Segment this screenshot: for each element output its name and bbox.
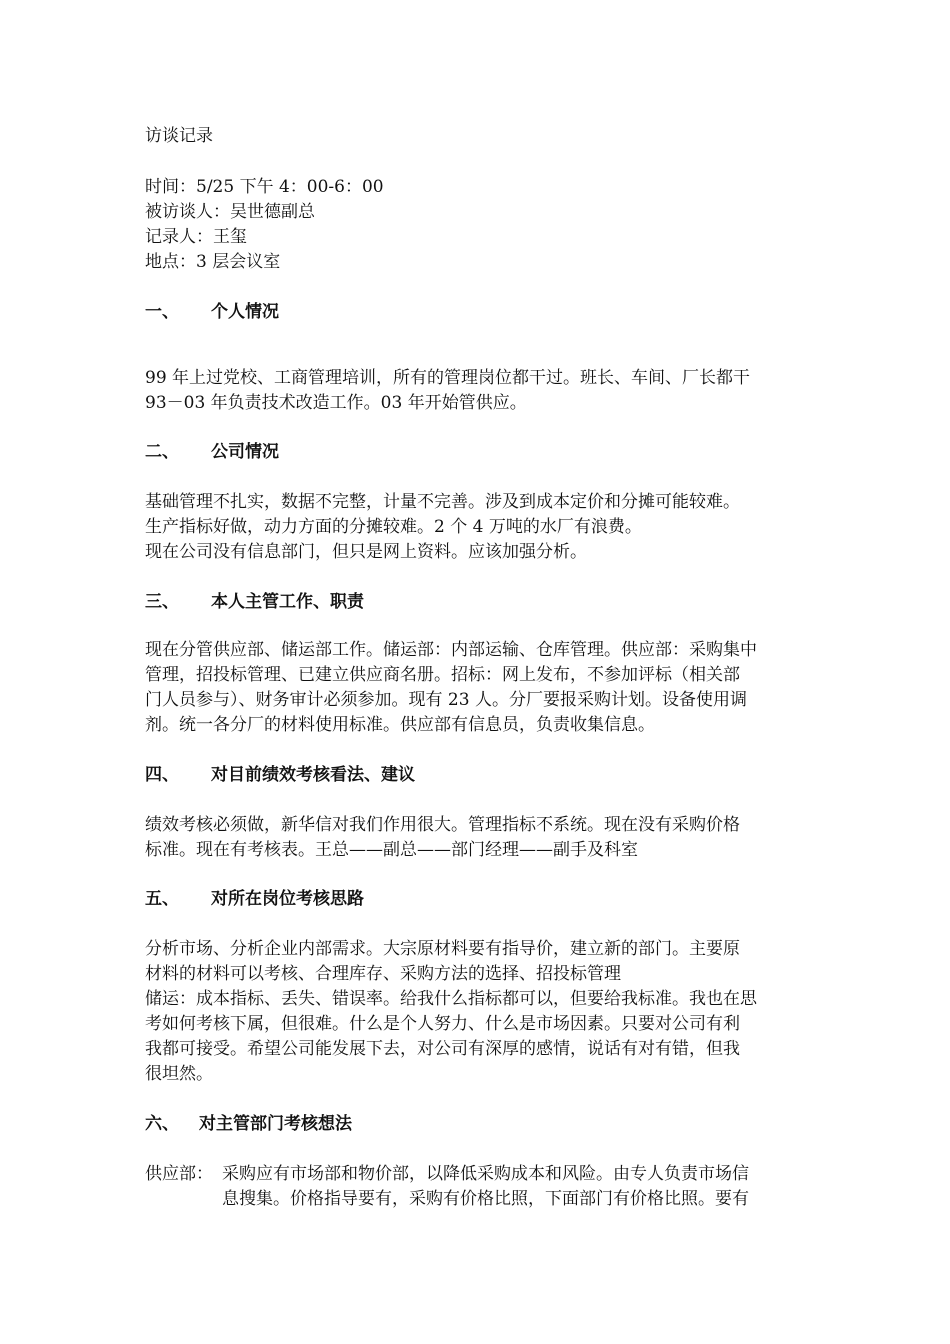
section-2-line-3: 现在公司没有信息部门，但只是网上资料。应该加强分析。 (145, 542, 587, 562)
section-5-line-5: 我都可接受。希望公司能发展下去，对公司有深厚的感情，说话有对有错，但我 (145, 1039, 740, 1059)
document-title: 访谈记录 (145, 126, 213, 146)
section-3-line-2: 管理，招投标管理、已建立供应商名册。招标：网上发布，不参加评标（相关部 (145, 665, 740, 685)
section-1-line-2: 93－03 年负责技术改造工作。03 年开始管供应。 (145, 393, 527, 413)
section-2-title: 公司情况 (211, 442, 279, 462)
section-5-line-4: 考如何考核下属，但很难。什么是个人努力、什么是市场因素。只要对公司有利 (145, 1014, 740, 1034)
section-4-line-1: 绩效考核必须做，新华信对我们作用很大。管理指标不系统。现在没有采购价格 (145, 815, 740, 835)
section-4-title: 对目前绩效考核看法、建议 (211, 765, 415, 785)
section-3-line-4: 剂。统一各分厂的材料使用标准。供应部有信息员，负责收集信息。 (145, 715, 655, 735)
section-4-heading (145, 763, 415, 787)
meta-time: 时间：5/25 下午 4：00-6：00 (145, 177, 384, 197)
section-5-heading (145, 887, 364, 911)
section-5-line-1: 分析市场、分析企业内部需求。大宗原材料要有指导价，建立新的部门。主要原 (145, 939, 740, 959)
section-2-heading (145, 440, 279, 464)
section-6-heading (145, 1112, 352, 1136)
section-5-number: 五、 (145, 889, 179, 909)
section-3-title: 本人主管工作、职责 (211, 592, 364, 612)
section-4-number: 四、 (145, 765, 179, 785)
section-3-number: 三、 (145, 592, 179, 612)
section-6-number: 六、 (145, 1114, 179, 1134)
section-1-number: 一、 (145, 302, 179, 322)
meta-recorder: 记录人：王玺 (145, 227, 247, 247)
section-2-number: 二、 (145, 442, 179, 462)
section-1-line-1: 99 年上过党校、工商管理培训，所有的管理岗位都干过。班长、车间、厂长都干 (145, 368, 751, 388)
section-5-line-3: 储运：成本指标、丢失、错误率。给我什么指标都可以，但要给我标准。我也在思 (145, 989, 757, 1009)
meta-location: 地点：3 层会议室 (145, 252, 281, 272)
section-5-title: 对所在岗位考核思路 (211, 889, 364, 909)
section-6-label: 供应部： (145, 1164, 213, 1184)
section-2-line-1: 基础管理不扎实，数据不完整，计量不完善。涉及到成本定价和分摊可能较难。 (145, 492, 740, 512)
section-6-line-1 (145, 1162, 749, 1186)
section-3-line-1: 现在分管供应部、储运部工作。储运部：内部运输、仓库管理。供应部：采购集中 (145, 640, 757, 660)
section-2-line-2: 生产指标好做，动力方面的分摊较难。2 个 4 万吨的水厂有浪费。 (145, 517, 642, 537)
section-1-title: 个人情况 (211, 302, 279, 322)
section-1-heading (145, 300, 279, 324)
section-3-heading (145, 590, 364, 614)
section-6-line-1-text: 采购应有市场部和物价部，以降低采购成本和风险。由专人负责市场信 (222, 1164, 749, 1184)
section-3-line-3: 门人员参与）、财务审计必须参加。现有 23 人。分厂要报采购计划。设备使用调 (145, 690, 747, 710)
meta-interviewee: 被访谈人：吴世德副总 (145, 202, 315, 222)
section-5-line-2: 材料的材料可以考核、合理库存、采购方法的选择、招投标管理 (145, 964, 621, 984)
section-6-title: 对主管部门考核想法 (199, 1114, 352, 1134)
section-4-line-2: 标准。现在有考核表。王总——副总——部门经理——副手及科室 (145, 840, 638, 860)
section-6-line-2: 息搜集。价格指导要有，采购有价格比照，下面部门有价格比照。要有 (222, 1189, 749, 1209)
section-5-line-6: 很坦然。 (145, 1064, 213, 1084)
